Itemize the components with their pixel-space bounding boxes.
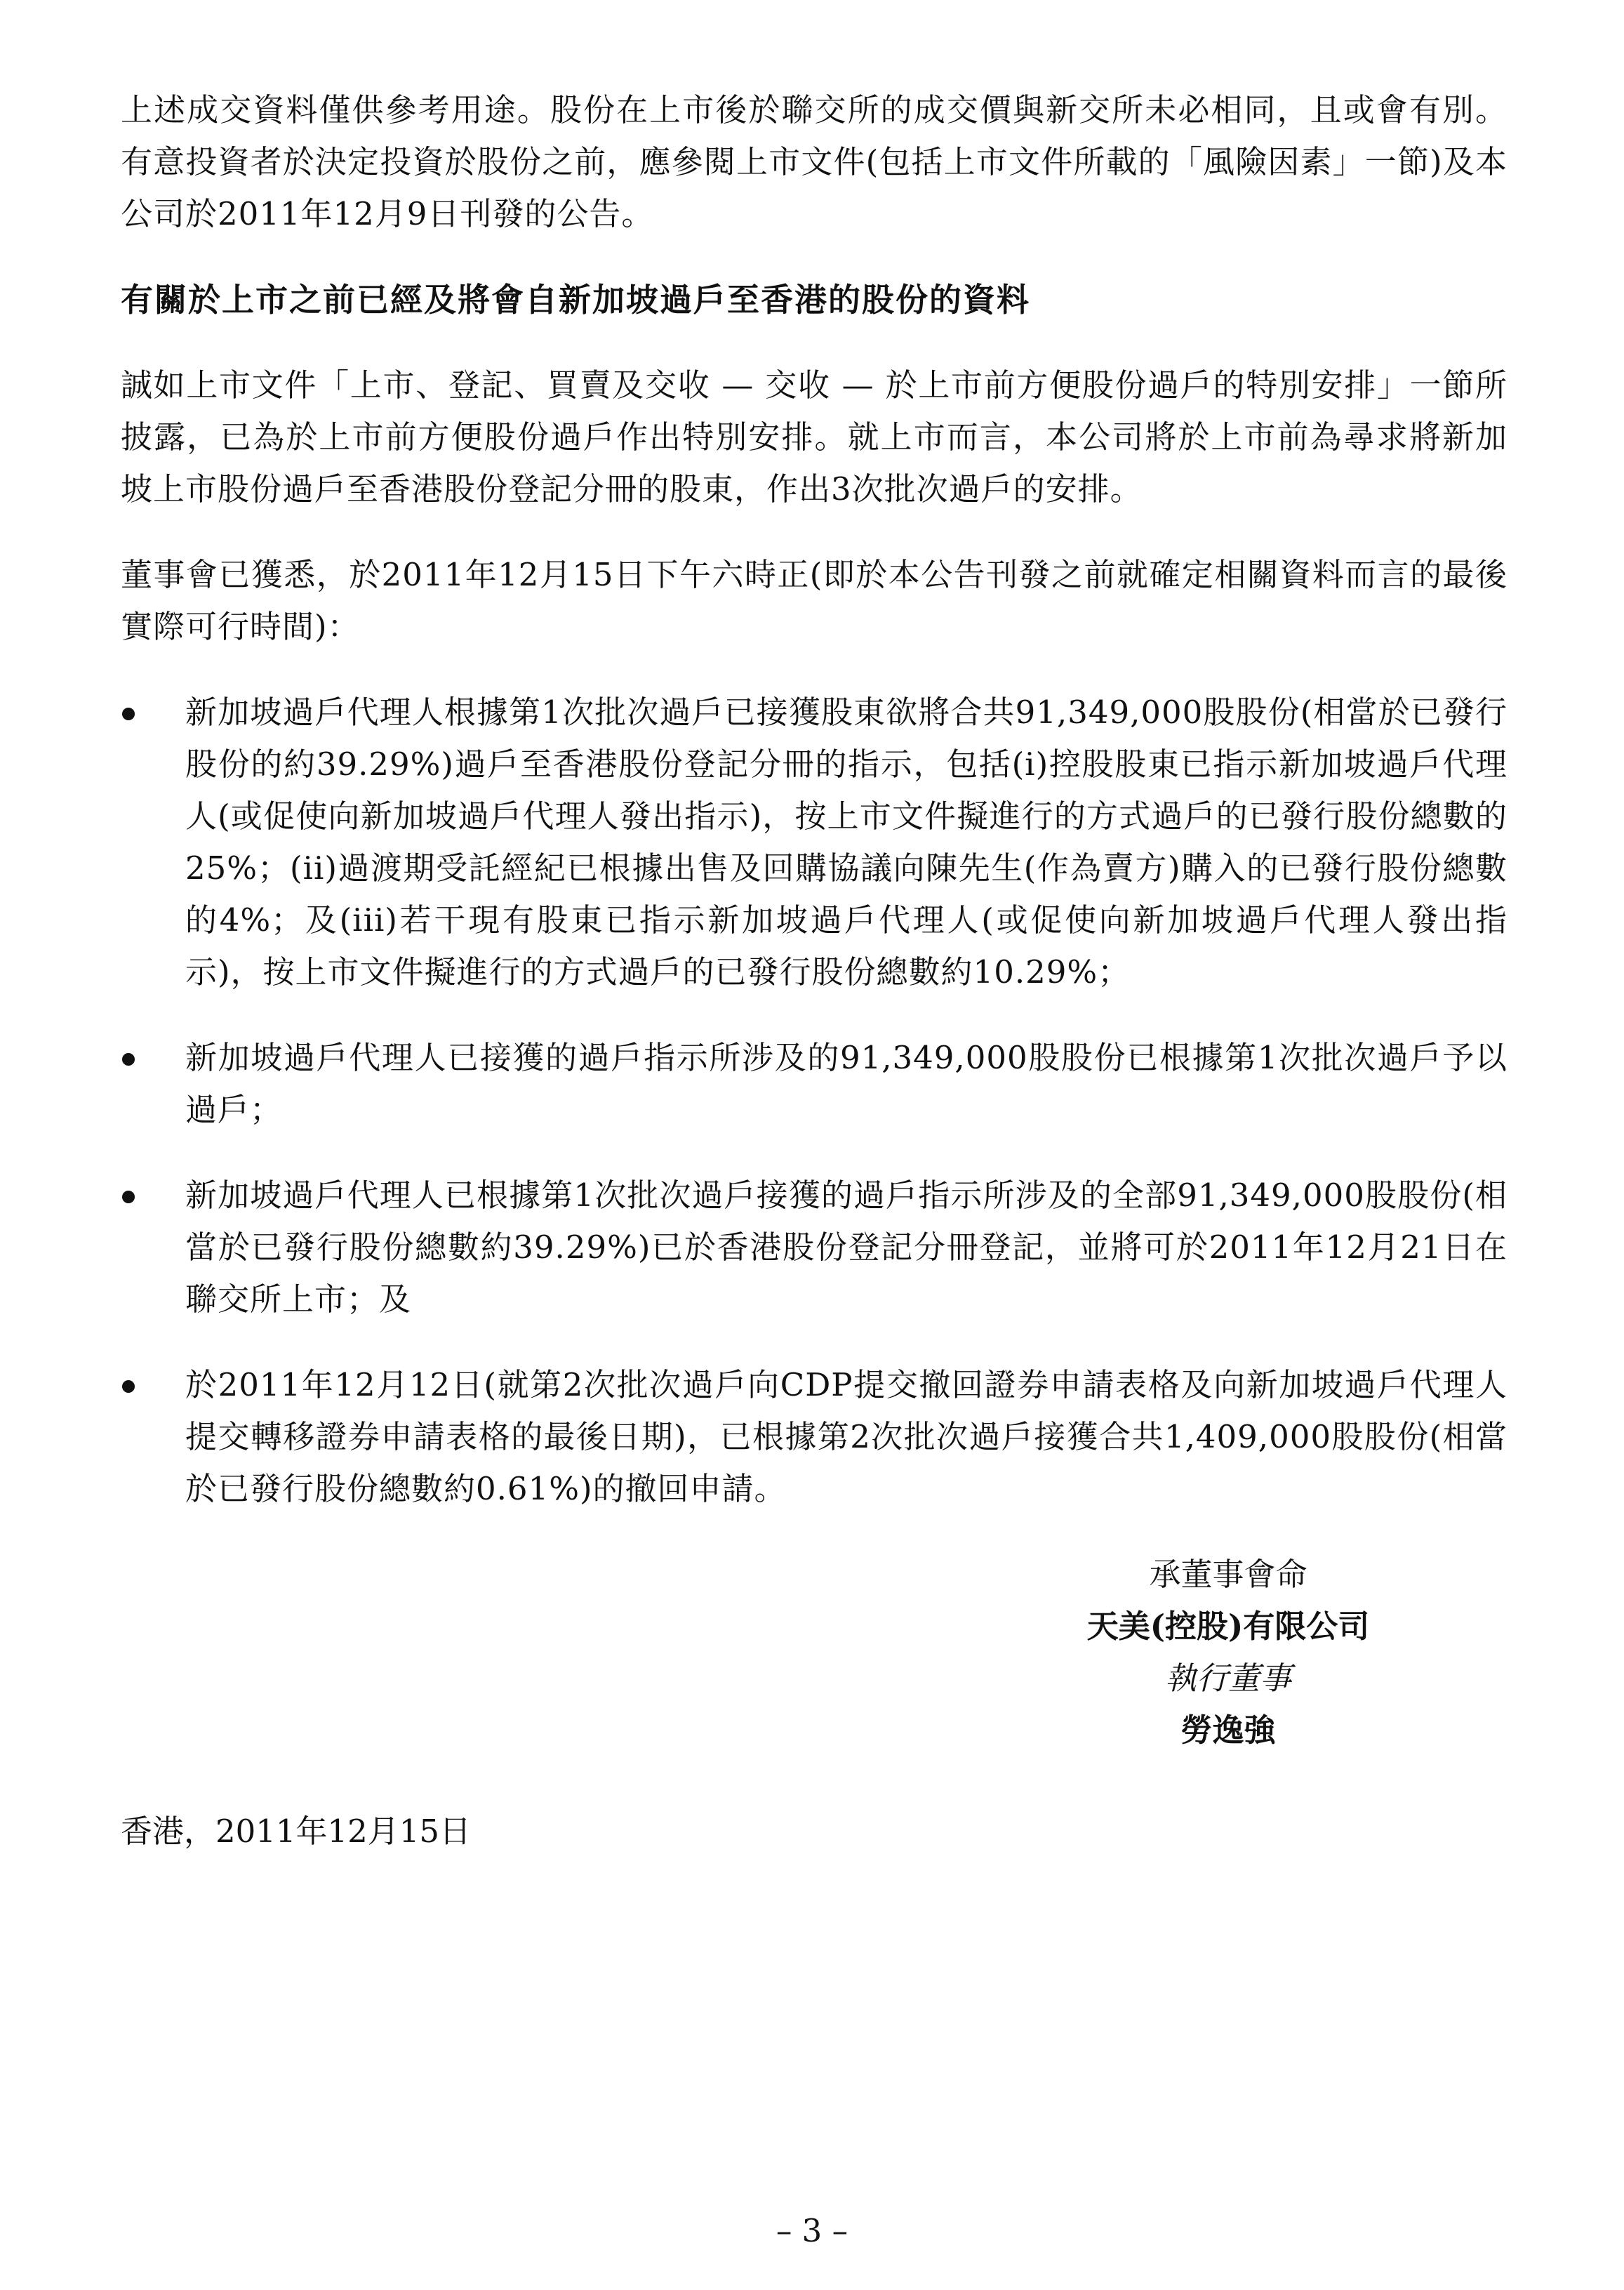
page-number: – 3 – <box>776 2212 848 2249</box>
section-heading: 有關於上市之前已經及將會自新加坡過戶至香港的股份的資料 <box>121 281 1030 319</box>
list-item-text: 新加坡過戶代理人根據第1次批次過戶已接獲股東欲將合共91,349,000股股份(相當於已發行股份的約39.29%)過戶至香港股份登記分冊的指示，包括(i)控股股東已指示新加坡過戶代理人(或促使向新加坡過戶代理人發出指示)，按上市文件擬進行的方式過戶的已發行股份總數的25%；(ii)過渡期受託經紀已根據出售及回購協議向陳先生(作為賣方)購入的已發行股份總數的4%；及(iii)若干現有股東已指示新加坡過戶代理人(或促使向新加坡過戶代理人發出指示)，按上市文件擬進行的方式過戶的已發行股份總數約10.29%； <box>185 694 1507 991</box>
bullet-icon <box>122 1053 135 1066</box>
signatory-title: 執行董事 <box>1164 1660 1291 1697</box>
paragraph-board-notice: 董事會已獲悉，於2011年12月15日下午六時正(即於本公告刊發之前就確定相關資料而言的最後實際可行時間)： <box>121 556 1507 645</box>
company-name: 天美(控股)有限公司 <box>1086 1608 1370 1645</box>
document-page <box>121 84 1507 1858</box>
intro-paragraph: 上述成交資料僅供參考用途。股份在上市後於聯交所的成交價與新交所未必相同，且或會有別。有意投資者於決定投資於股份之前，應參閱上市文件(包括上市文件所載的「風險因素」一節)及本公司於2011年12月9日刊發的公告。 <box>121 91 1507 232</box>
bullet-icon <box>122 1380 135 1393</box>
bullet-icon <box>122 708 135 720</box>
bullet-icon <box>122 1191 135 1203</box>
list-item <box>121 687 1507 998</box>
list-item <box>121 1359 1507 1515</box>
list-item-text: 新加坡過戶代理人已根據第1次批次過戶接獲的過戶指示所涉及的全部91,349,000股股份(相當於已發行股份總數約39.29%)已於香港股份登記分冊登記，並將可於2011年12月21日在聯交所上市；及 <box>185 1177 1507 1318</box>
list-item-text: 新加坡過戶代理人已接獲的過戶指示所涉及的91,349,000股股份已根據第1次批次過戶予以過戶； <box>185 1039 1507 1128</box>
list-item <box>121 1170 1507 1325</box>
signature-order-line: 承董事會命 <box>1149 1556 1307 1593</box>
paragraph-special-arrangements: 誠如上市文件「上市、登記、買賣及交收 — 交收 — 於上市前方便股份過戶的特別安排」一節所披露，已為於上市前方便股份過戶作出特別安排。就上市而言，本公司將於上市前為尋求將新加坡上市股份過戶至香港股份登記分冊的股東，作出3次批次過戶的安排。 <box>121 366 1507 508</box>
bullet-list <box>121 687 1507 1515</box>
signatory-name: 勞逸強 <box>1180 1712 1276 1749</box>
list-item-text: 於2011年12月12日(就第2次批次過戶向CDP提交撤回證券申請表格及向新加坡過戶代理人提交轉移證券申請表格的最後日期)，已根據第2次批次過戶接獲合共1,409,000股股份(相當於已發行股份總數約0.61%)的撤回申請。 <box>185 1366 1507 1507</box>
list-item <box>121 1032 1507 1136</box>
place-and-date: 香港，2011年12月15日 <box>121 1813 472 1850</box>
signature-block <box>949 1549 1507 1756</box>
